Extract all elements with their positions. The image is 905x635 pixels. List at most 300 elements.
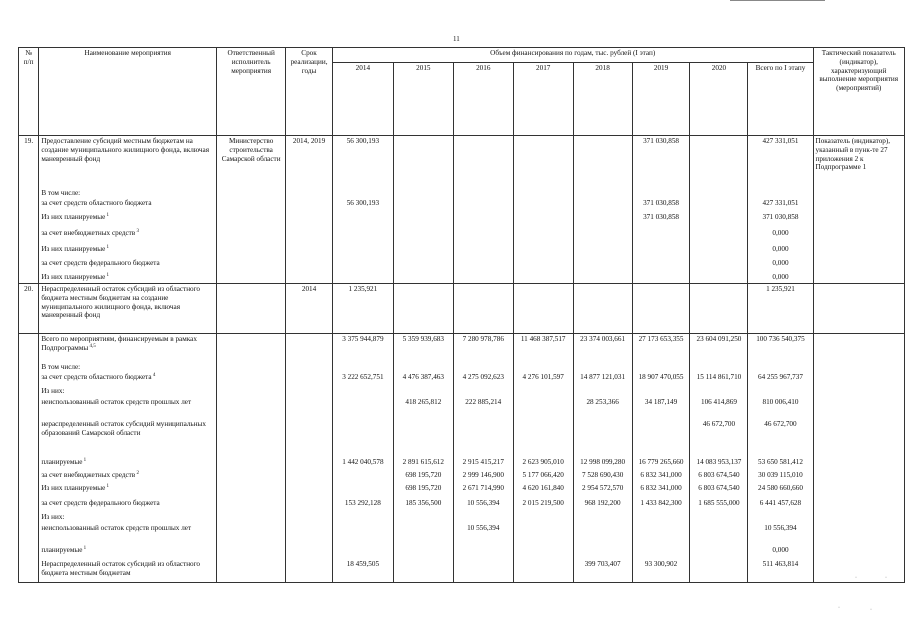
- year-value: 14 083 953,137: [690, 457, 748, 470]
- row-responsible: [217, 419, 286, 457]
- row-indicator: [813, 457, 905, 470]
- row-name: [39, 212, 217, 228]
- row-indicator: [813, 523, 905, 545]
- row-name: [39, 457, 217, 470]
- year-value: [632, 272, 690, 283]
- row-responsible: [217, 198, 286, 212]
- row-term: [286, 397, 333, 419]
- year-value: 10 556,394: [453, 498, 513, 512]
- row-number: [19, 244, 39, 258]
- year-value: [690, 136, 748, 188]
- year-value: 34 187,149: [632, 397, 690, 419]
- year-value: 371 030,858: [632, 198, 690, 212]
- row-indicator: [813, 228, 905, 244]
- year-value: [453, 228, 513, 244]
- header-year: 2018: [573, 63, 632, 136]
- row-number: [19, 512, 39, 523]
- row-name-text: Из них:: [41, 513, 65, 522]
- year-value: [393, 284, 453, 334]
- year-value: 12 998 099,280: [573, 457, 632, 470]
- row-term: [286, 419, 333, 457]
- total-value: 427 331,051: [748, 198, 813, 212]
- row-indicator: [813, 258, 905, 272]
- year-value: [332, 386, 393, 397]
- year-value: 2 671 714,990: [453, 483, 513, 498]
- footnote-mark: 1: [105, 245, 110, 251]
- year-value: 2 915 415,217: [453, 457, 513, 470]
- row-name-text: В том числе:: [41, 362, 81, 371]
- year-value: [453, 559, 513, 583]
- row-term: [286, 498, 333, 512]
- row-name: [39, 397, 217, 419]
- year-value: [573, 545, 632, 559]
- year-value: 23 374 003,661: [573, 334, 632, 362]
- row-number: [19, 212, 39, 228]
- year-value: 6 832 341,000: [632, 470, 690, 483]
- row-responsible: [217, 244, 286, 258]
- row-name-text: Из них:: [41, 387, 65, 396]
- year-value: [632, 545, 690, 559]
- header-name: Наименование мероприятия: [39, 48, 217, 136]
- year-value: [332, 545, 393, 559]
- year-value: 56 300,193: [332, 136, 393, 188]
- row-indicator: [813, 386, 905, 397]
- year-value: 4 275 092,623: [453, 372, 513, 386]
- scan-mark: ·: [855, 575, 857, 581]
- year-value: 3 222 652,751: [332, 372, 393, 386]
- year-value: [573, 512, 632, 523]
- year-value: [513, 198, 573, 212]
- row-responsible: [217, 272, 286, 283]
- row-number: [19, 457, 39, 470]
- year-value: [393, 198, 453, 212]
- year-value: [690, 212, 748, 228]
- year-value: [573, 198, 632, 212]
- year-value: 10 556,394: [453, 523, 513, 545]
- total-value: 30 039 115,010: [748, 470, 813, 483]
- row-term: [286, 228, 333, 244]
- year-value: 153 292,128: [332, 498, 393, 512]
- year-value: [393, 228, 453, 244]
- row-responsible: [217, 228, 286, 244]
- year-value: [573, 136, 632, 188]
- total-value: 1 235,921: [748, 284, 813, 334]
- table-row: [19, 136, 905, 188]
- header-responsible: Ответственный исполнитель мероприятия: [217, 48, 286, 136]
- total-value: 24 580 660,660: [748, 483, 813, 498]
- year-value: [332, 512, 393, 523]
- row-name: [39, 272, 217, 283]
- year-value: [393, 258, 453, 272]
- row-term: [286, 188, 333, 199]
- row-term: [286, 523, 333, 545]
- row-name: [39, 334, 217, 362]
- year-value: [632, 228, 690, 244]
- year-value: [573, 244, 632, 258]
- footnote-mark: 3: [135, 229, 139, 235]
- footnote-mark: 4,5: [88, 343, 96, 349]
- row-responsible: [217, 559, 286, 583]
- table-row: [19, 523, 905, 545]
- total-value: 100 736 540,375: [748, 334, 813, 362]
- row-responsible: [217, 512, 286, 523]
- table-row: [19, 372, 905, 386]
- row-number: [19, 545, 39, 559]
- year-value: [513, 258, 573, 272]
- row-name: [39, 284, 217, 334]
- year-value: 1 442 040,578: [332, 457, 393, 470]
- year-value: [513, 512, 573, 523]
- row-responsible: Министерство строительства Самарской области: [217, 136, 286, 188]
- year-value: 222 885,214: [453, 397, 513, 419]
- row-name-text: за счет средств федерального бюджета: [41, 499, 160, 508]
- header-term: Срок реализации, годы: [286, 48, 333, 136]
- year-value: [453, 136, 513, 188]
- scan-mark: ·: [870, 607, 872, 613]
- year-value: [332, 228, 393, 244]
- table-body: [19, 136, 905, 583]
- table-row: [19, 272, 905, 283]
- year-value: [453, 272, 513, 283]
- row-term: [286, 386, 333, 397]
- footnote-mark: 2: [135, 471, 139, 477]
- year-value: 15 114 861,710: [690, 372, 748, 386]
- year-value: 4 276 101,597: [513, 372, 573, 386]
- year-value: 399 703,407: [573, 559, 632, 583]
- header-funding: Объем финансирования по годам, тыс. рублей (I этап): [332, 48, 813, 63]
- funding-table: [18, 47, 905, 583]
- total-value: 0,000: [748, 258, 813, 272]
- row-name-text: Из них планируемые: [41, 245, 106, 254]
- row-term: [286, 362, 333, 373]
- year-value: [513, 284, 573, 334]
- year-value: 6 803 674,540: [690, 470, 748, 483]
- row-number: [19, 498, 39, 512]
- row-indicator: [813, 188, 905, 199]
- year-value: [332, 483, 393, 498]
- table-row: [19, 244, 905, 258]
- year-value: [393, 212, 453, 228]
- year-value: 4 476 387,463: [393, 372, 453, 386]
- year-value: [573, 362, 632, 373]
- total-value: [748, 188, 813, 199]
- footnote-mark: 1: [82, 545, 87, 551]
- year-value: [573, 523, 632, 545]
- year-value: [690, 284, 748, 334]
- year-value: 106 414,869: [690, 397, 748, 419]
- row-name-text: В том числе:: [41, 188, 81, 197]
- year-value: 185 356,500: [393, 498, 453, 512]
- row-number: 20.: [19, 284, 39, 334]
- year-value: 698 195,720: [393, 483, 453, 498]
- year-value: [513, 523, 573, 545]
- year-value: [690, 272, 748, 283]
- year-value: [573, 284, 632, 334]
- year-value: [453, 284, 513, 334]
- year-value: [513, 212, 573, 228]
- year-value: [453, 188, 513, 199]
- year-value: [690, 258, 748, 272]
- row-responsible: [217, 212, 286, 228]
- row-name: [39, 523, 217, 545]
- row-indicator: [813, 198, 905, 212]
- header-year: 2015: [393, 63, 453, 136]
- page-number: 11: [453, 35, 460, 43]
- header-year: 2019: [632, 63, 690, 136]
- row-name: [39, 136, 217, 188]
- row-name: [39, 498, 217, 512]
- year-value: [573, 419, 632, 457]
- row-responsible: [217, 188, 286, 199]
- year-value: [453, 244, 513, 258]
- row-name-text: Из них планируемые: [41, 273, 106, 282]
- table-row: [19, 483, 905, 498]
- table-row: [19, 198, 905, 212]
- year-value: [332, 523, 393, 545]
- row-term: [286, 334, 333, 362]
- year-value: [393, 512, 453, 523]
- year-value: [513, 188, 573, 199]
- footnote-mark: 1: [105, 213, 110, 219]
- year-value: 4 620 161,840: [513, 483, 573, 498]
- year-value: [332, 397, 393, 419]
- year-value: 3 375 944,879: [332, 334, 393, 362]
- year-value: [332, 258, 393, 272]
- row-name: [39, 483, 217, 498]
- year-value: 18 459,505: [332, 559, 393, 583]
- total-value: 0,000: [748, 545, 813, 559]
- year-value: [513, 386, 573, 397]
- row-term: [286, 198, 333, 212]
- row-name-text: нераспределенный остаток субсидий муниципальных образований Самарской области: [41, 420, 206, 437]
- year-value: [573, 228, 632, 244]
- row-name-text: за счет средств федерального бюджета: [41, 259, 160, 268]
- row-indicator: [813, 559, 905, 583]
- total-value: [748, 512, 813, 523]
- row-responsible: [217, 372, 286, 386]
- year-value: 6 803 674,540: [690, 483, 748, 498]
- year-value: [690, 188, 748, 199]
- row-name-text: планируемые: [41, 458, 83, 467]
- scan-mark: ·: [885, 575, 887, 581]
- table-row: [19, 258, 905, 272]
- row-name-text: Предоставление субсидий местным бюджетам на создание муниципального жилищного фонда, включая маневренный фонд: [41, 137, 210, 163]
- year-value: 698 195,720: [393, 470, 453, 483]
- year-value: 16 779 265,660: [632, 457, 690, 470]
- row-name: [39, 470, 217, 483]
- year-value: [453, 512, 513, 523]
- row-indicator: [813, 272, 905, 283]
- footnote-mark: 1: [82, 458, 87, 464]
- table-row: [19, 419, 905, 457]
- year-value: [632, 244, 690, 258]
- year-value: 2 015 219,500: [513, 498, 573, 512]
- year-value: [690, 198, 748, 212]
- row-number: [19, 397, 39, 419]
- year-value: [513, 362, 573, 373]
- row-term: [286, 512, 333, 523]
- row-number: [19, 198, 39, 212]
- row-term: [286, 457, 333, 470]
- row-name-text: за счет средств областного бюджета: [41, 373, 152, 382]
- row-name: [39, 258, 217, 272]
- row-term: 2014: [286, 284, 333, 334]
- table-row: [19, 284, 905, 334]
- row-responsible: [217, 334, 286, 362]
- year-value: [632, 188, 690, 199]
- year-value: 56 300,193: [332, 198, 393, 212]
- year-value: [690, 523, 748, 545]
- row-indicator: [813, 470, 905, 483]
- row-number: [19, 386, 39, 397]
- total-value: 371 030,858: [748, 212, 813, 228]
- table-row: [19, 386, 905, 397]
- year-value: 2 999 146,900: [453, 470, 513, 483]
- row-responsible: [217, 362, 286, 373]
- row-name-text: Всего по мероприятиям, финансируемым в рамках Подпрограммы: [41, 335, 197, 352]
- row-indicator: [813, 545, 905, 559]
- year-value: 2 891 615,612: [393, 457, 453, 470]
- total-value: 6 441 457,628: [748, 498, 813, 512]
- total-value: 64 255 967,737: [748, 372, 813, 386]
- row-number: [19, 334, 39, 362]
- year-value: [453, 362, 513, 373]
- row-number: [19, 483, 39, 498]
- year-value: 371 030,858: [632, 136, 690, 188]
- year-value: 27 173 653,355: [632, 334, 690, 362]
- year-value: [332, 244, 393, 258]
- year-value: [453, 198, 513, 212]
- row-name: [39, 559, 217, 583]
- header-year: 2014: [332, 63, 393, 136]
- row-term: 2014, 2019: [286, 136, 333, 188]
- total-value: 46 672,700: [748, 419, 813, 457]
- year-value: 18 907 470,055: [632, 372, 690, 386]
- year-value: [513, 397, 573, 419]
- total-value: 0,000: [748, 244, 813, 258]
- row-responsible: [217, 470, 286, 483]
- row-indicator: [813, 483, 905, 498]
- year-value: [332, 419, 393, 457]
- year-value: 5 177 066,420: [513, 470, 573, 483]
- row-number: [19, 188, 39, 199]
- year-value: 5 359 939,683: [393, 334, 453, 362]
- year-value: 1 235,921: [332, 284, 393, 334]
- year-value: [513, 545, 573, 559]
- header-year: 2016: [453, 63, 513, 136]
- year-value: [573, 386, 632, 397]
- year-value: [690, 559, 748, 583]
- row-term: [286, 483, 333, 498]
- year-value: [632, 512, 690, 523]
- row-name-text: Нераспределенный остаток субсидий из областного бюджета местным бюджетам: [41, 559, 201, 577]
- year-value: [393, 362, 453, 373]
- year-value: [513, 244, 573, 258]
- year-value: [513, 272, 573, 283]
- year-value: [690, 362, 748, 373]
- year-value: [393, 559, 453, 583]
- row-number: 19.: [19, 136, 39, 188]
- year-value: 6 832 341,000: [632, 483, 690, 498]
- year-value: [632, 258, 690, 272]
- year-value: [393, 244, 453, 258]
- row-name: [39, 419, 217, 457]
- row-responsible: [217, 498, 286, 512]
- row-name: [39, 512, 217, 523]
- row-name: [39, 198, 217, 212]
- year-value: [393, 188, 453, 199]
- year-value: [632, 523, 690, 545]
- year-value: 2 623 905,010: [513, 457, 573, 470]
- year-value: [632, 386, 690, 397]
- year-value: [332, 470, 393, 483]
- year-value: [690, 512, 748, 523]
- total-value: 10 556,394: [748, 523, 813, 545]
- footnote-mark: 4: [151, 373, 156, 379]
- row-name: [39, 372, 217, 386]
- header-year: 2017: [513, 63, 573, 136]
- table-row: [19, 228, 905, 244]
- row-responsible: [217, 457, 286, 470]
- year-value: [573, 258, 632, 272]
- row-indicator: [813, 397, 905, 419]
- row-indicator: [813, 419, 905, 457]
- year-value: [332, 362, 393, 373]
- year-value: [393, 419, 453, 457]
- row-name-text: Из них планируемые: [41, 213, 106, 222]
- row-name-text: Из них планируемые: [41, 484, 106, 493]
- total-value: [748, 386, 813, 397]
- year-value: [513, 559, 573, 583]
- year-value: [573, 212, 632, 228]
- table-row: [19, 362, 905, 373]
- row-term: [286, 258, 333, 272]
- row-indicator: [813, 244, 905, 258]
- table-row: [19, 498, 905, 512]
- row-responsible: [217, 284, 286, 334]
- year-value: [513, 419, 573, 457]
- footnote-mark: 1: [105, 273, 110, 279]
- total-value: 511 463,814: [748, 559, 813, 583]
- header-year: 2020: [690, 63, 748, 136]
- row-number: [19, 228, 39, 244]
- row-name: [39, 228, 217, 244]
- year-value: [632, 284, 690, 334]
- row-indicator: Показатель (индикатор), указанный в пунк-те 27 приложения 2 к Подпрограмме 1: [813, 136, 905, 188]
- row-responsible: [217, 386, 286, 397]
- year-value: [453, 419, 513, 457]
- year-value: [393, 136, 453, 188]
- table-row: [19, 512, 905, 523]
- year-value: 46 672,700: [690, 419, 748, 457]
- row-number: [19, 272, 39, 283]
- scan-mark: ·: [838, 605, 840, 611]
- row-term: [286, 559, 333, 583]
- total-value: 0,000: [748, 228, 813, 244]
- row-responsible: [217, 397, 286, 419]
- table-row: [19, 457, 905, 470]
- row-responsible: [217, 523, 286, 545]
- year-value: [573, 188, 632, 199]
- row-responsible: [217, 258, 286, 272]
- row-responsible: [217, 545, 286, 559]
- row-name: [39, 362, 217, 373]
- year-value: 93 300,902: [632, 559, 690, 583]
- year-value: [453, 545, 513, 559]
- year-value: 23 604 091,250: [690, 334, 748, 362]
- row-term: [286, 545, 333, 559]
- row-term: [286, 272, 333, 283]
